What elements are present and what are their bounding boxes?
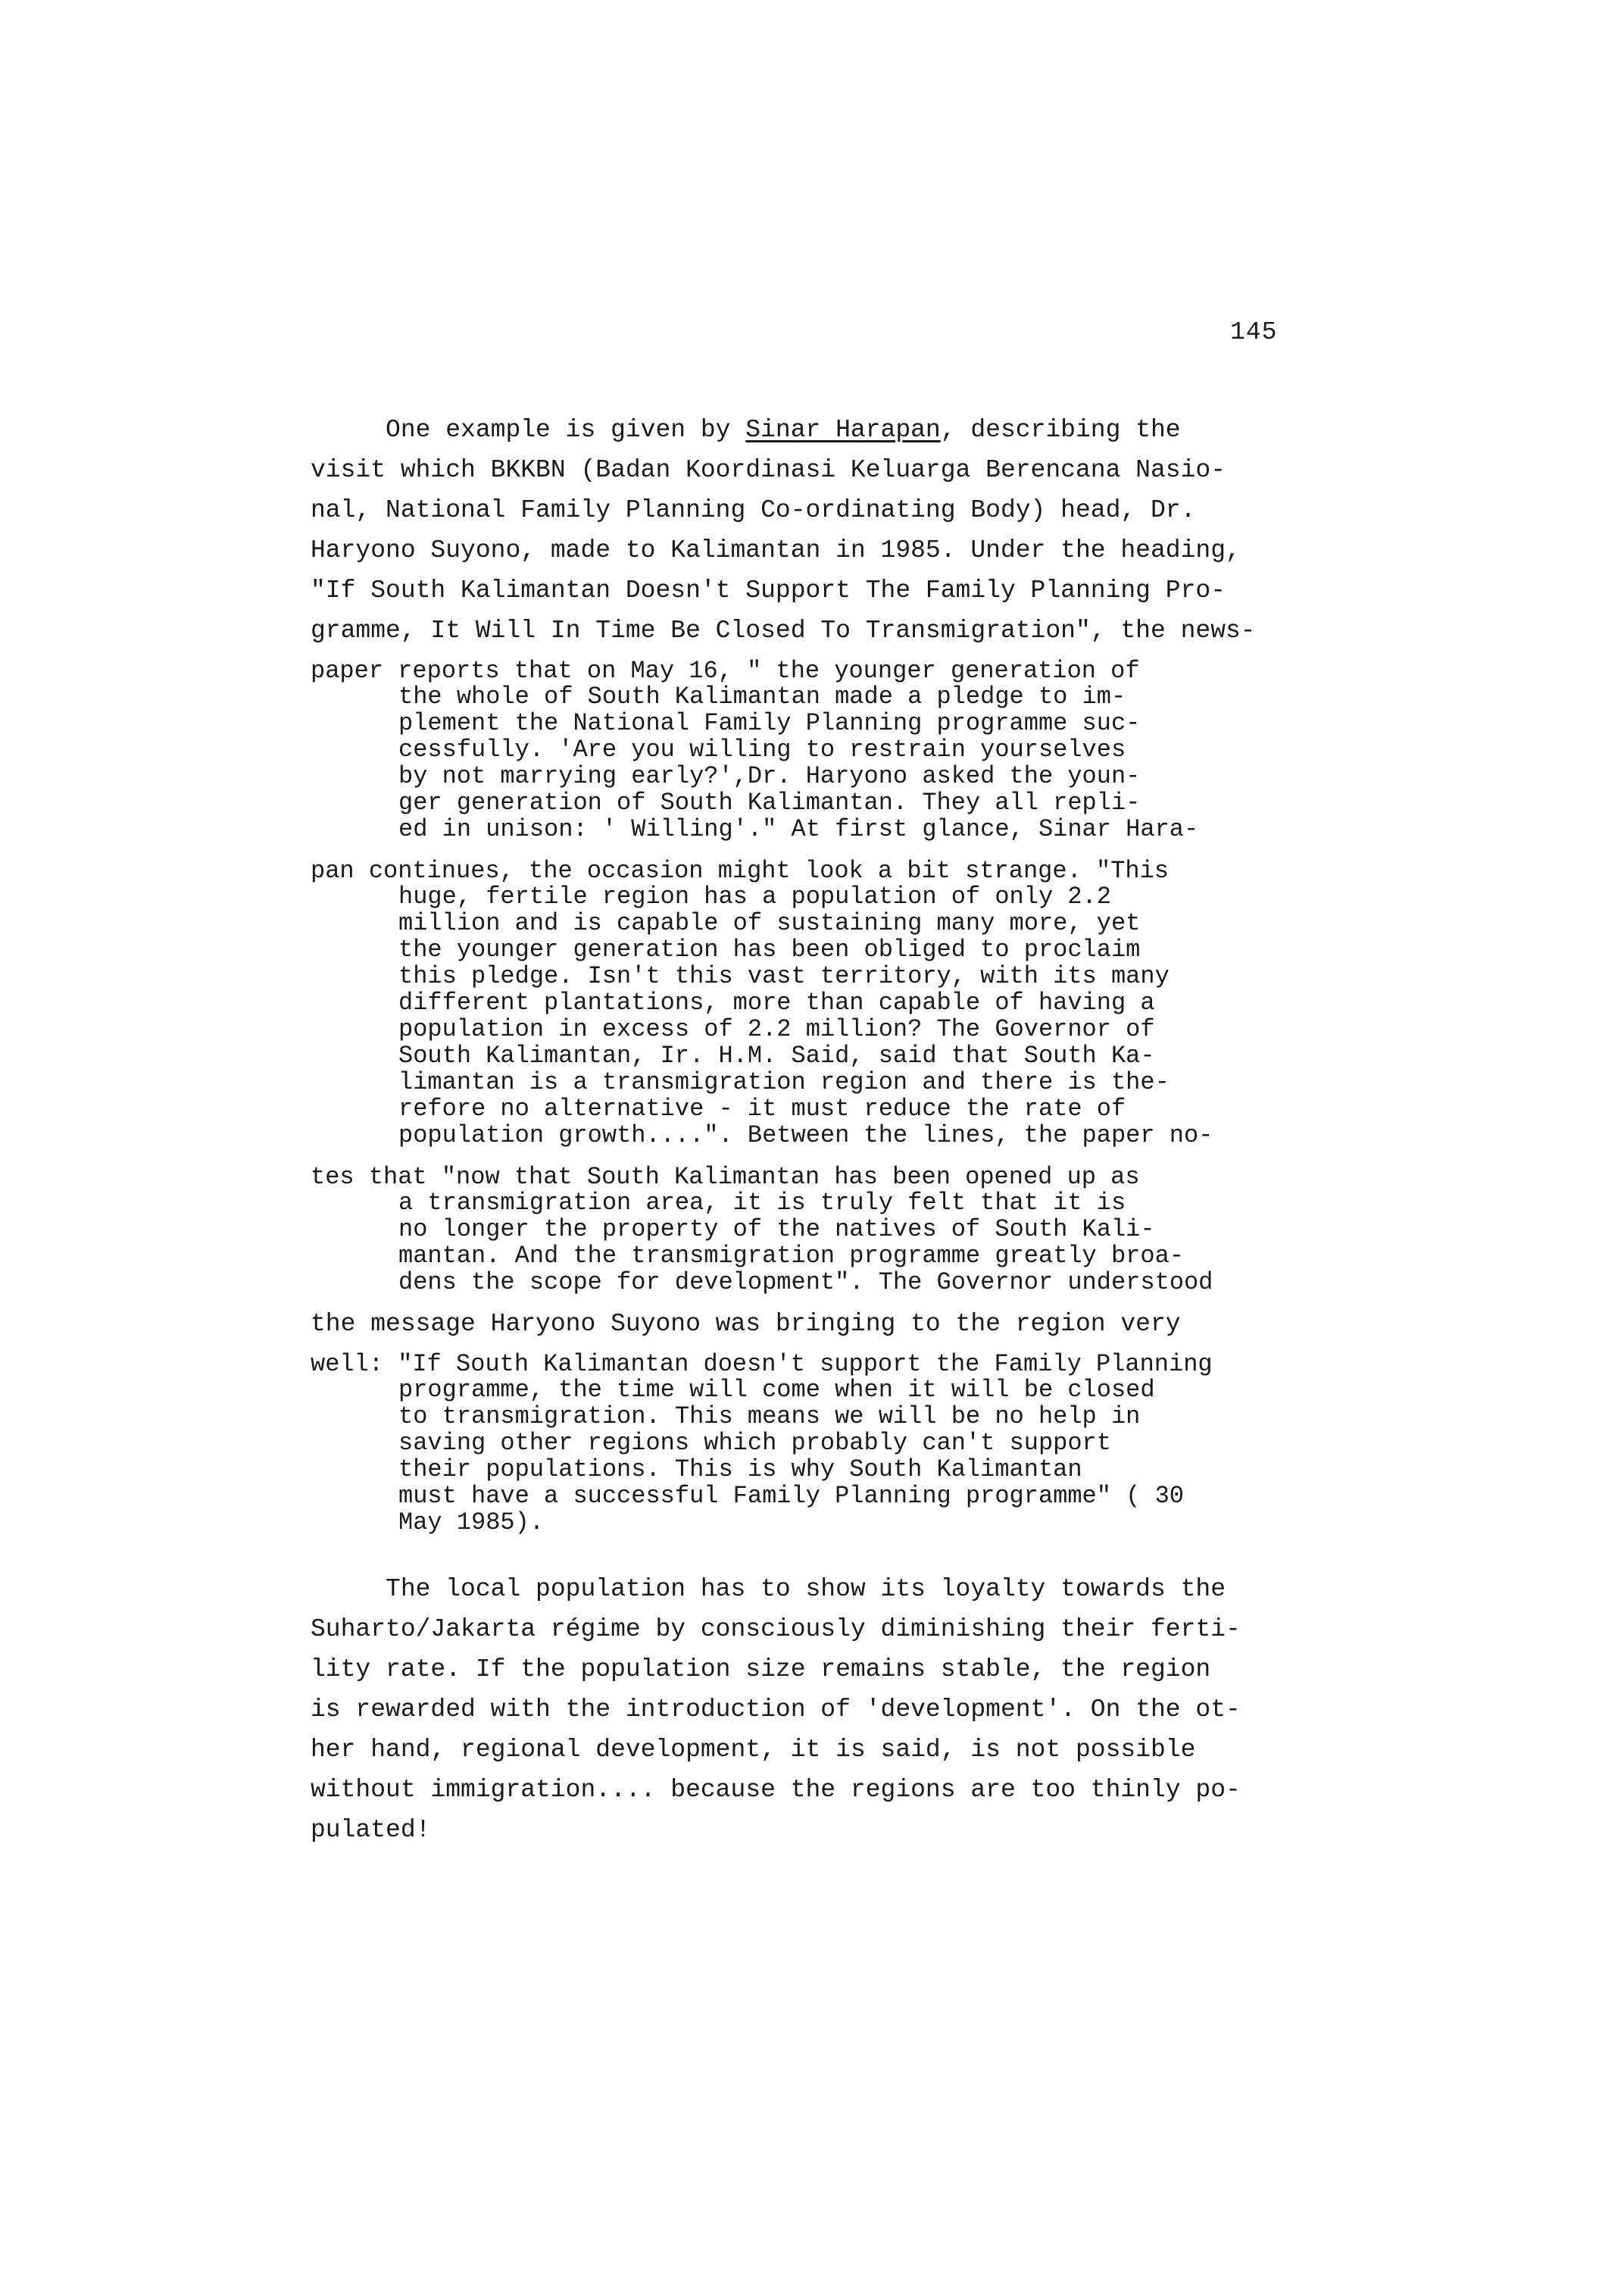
quote-line: ed in unison: ' Willing'." At first glance, Sinar Hara- [398,815,1199,843]
quote-line: the whole of South Kalimantan made a pledge to im- [398,683,1126,711]
body-line: Suharto/Jakarta régime by consciously diminishing their ferti- [311,1615,1241,1643]
quote-line: population in excess of 2.2 million? The Governor of [398,1015,1155,1043]
line-text: , describing the [940,416,1181,444]
body-line: gramme, It Will In Time Be Closed To Transmigration", the news- [311,617,1256,645]
body-line: lity rate. If the population size remains stable, the region [311,1655,1211,1683]
body-line: without immigration.... because the regions are too thinly po- [311,1776,1241,1804]
quote-line: refore no alternative - it must reduce the rate of [398,1095,1126,1123]
quote-line: to transmigration. This means we will be no help in [398,1402,1141,1430]
quote-line: May 1985). [398,1508,545,1536]
quote-line: programme, the time will come when it will be closed [398,1376,1155,1404]
quote-line: the younger generation has been obliged to proclaim [398,936,1141,964]
body-line: paper reports that on May 16, " the younger generation of [311,657,1140,685]
line-text: One example is given by [311,416,746,444]
quote-line: by not marrying early?',Dr. Haryono asked the youn- [398,762,1141,790]
quote-line: cessfully. 'Are you willing to restrain yourselves [398,736,1126,764]
page-number: 145 [1230,318,1278,346]
quote-line: South Kalimantan, Ir. H.M. Said, said that South Ka- [398,1042,1155,1070]
body-line [311,415,1181,445]
body-line: The local population has to show its loyalty towards the [311,1575,1226,1603]
quote-line: this pledge. Isn't this vast territory, with its many [398,962,1170,990]
quote-line: limantan is a transmigration region and there is the- [398,1068,1170,1096]
quote-line: population growth....". Between the lines, the paper no- [398,1121,1213,1149]
body-line: "If South Kalimantan Doesn't Support The Family Planning Pro- [311,577,1226,605]
quote-line: their populations. This is why South Kalimantan [398,1455,1082,1483]
body-line: pulated! [311,1816,431,1844]
quote-line: plement the National Family Planning programme suc- [398,709,1141,737]
quote-line: no longer the property of the natives of South Kali- [398,1215,1155,1243]
body-line: her hand, regional development, it is said, is not possible [311,1736,1196,1764]
body-line: nal, National Family Planning Co-ordinating Body) head, Dr. [311,496,1196,524]
quote-line: huge, fertile region has a population of only 2.2 [398,883,1111,911]
body-line: the message Haryono Suyono was bringing to the region very [311,1310,1181,1338]
body-line: well: "If South Kalimantan doesn't support the Family Planning [311,1350,1213,1378]
quote-line: must have a successful Family Planning programme" ( 30 [398,1482,1184,1510]
body-line: Haryono Suyono, made to Kalimantan in 1985. Under the heading, [311,536,1241,564]
body-line: is rewarded with the introduction of 'development'. On the ot- [311,1696,1241,1724]
quote-line: different plantations, more than capable of having a [398,989,1155,1017]
quote-line: ger generation of South Kalimantan. They all repli- [398,789,1141,817]
quote-line: mantan. And the transmigration programme greatly broa- [398,1242,1184,1270]
body-line: pan continues, the occasion might look a bit strange. "This [311,857,1169,885]
source-title: Sinar Harapan [745,416,941,444]
body-line: tes that "now that South Kalimantan has been opened up as [311,1163,1140,1191]
quote-line: a transmigration area, it is truly felt that it is [398,1189,1126,1217]
quote-line: dens the scope for development". The Governor understood [398,1268,1213,1296]
body-line: visit which BKKBN (Badan Koordinasi Keluarga Berencana Nasio- [311,456,1226,484]
quote-line: saving other regions which probably can't support [398,1429,1111,1457]
quote-line: million and is capable of sustaining many more, yet [398,909,1141,937]
